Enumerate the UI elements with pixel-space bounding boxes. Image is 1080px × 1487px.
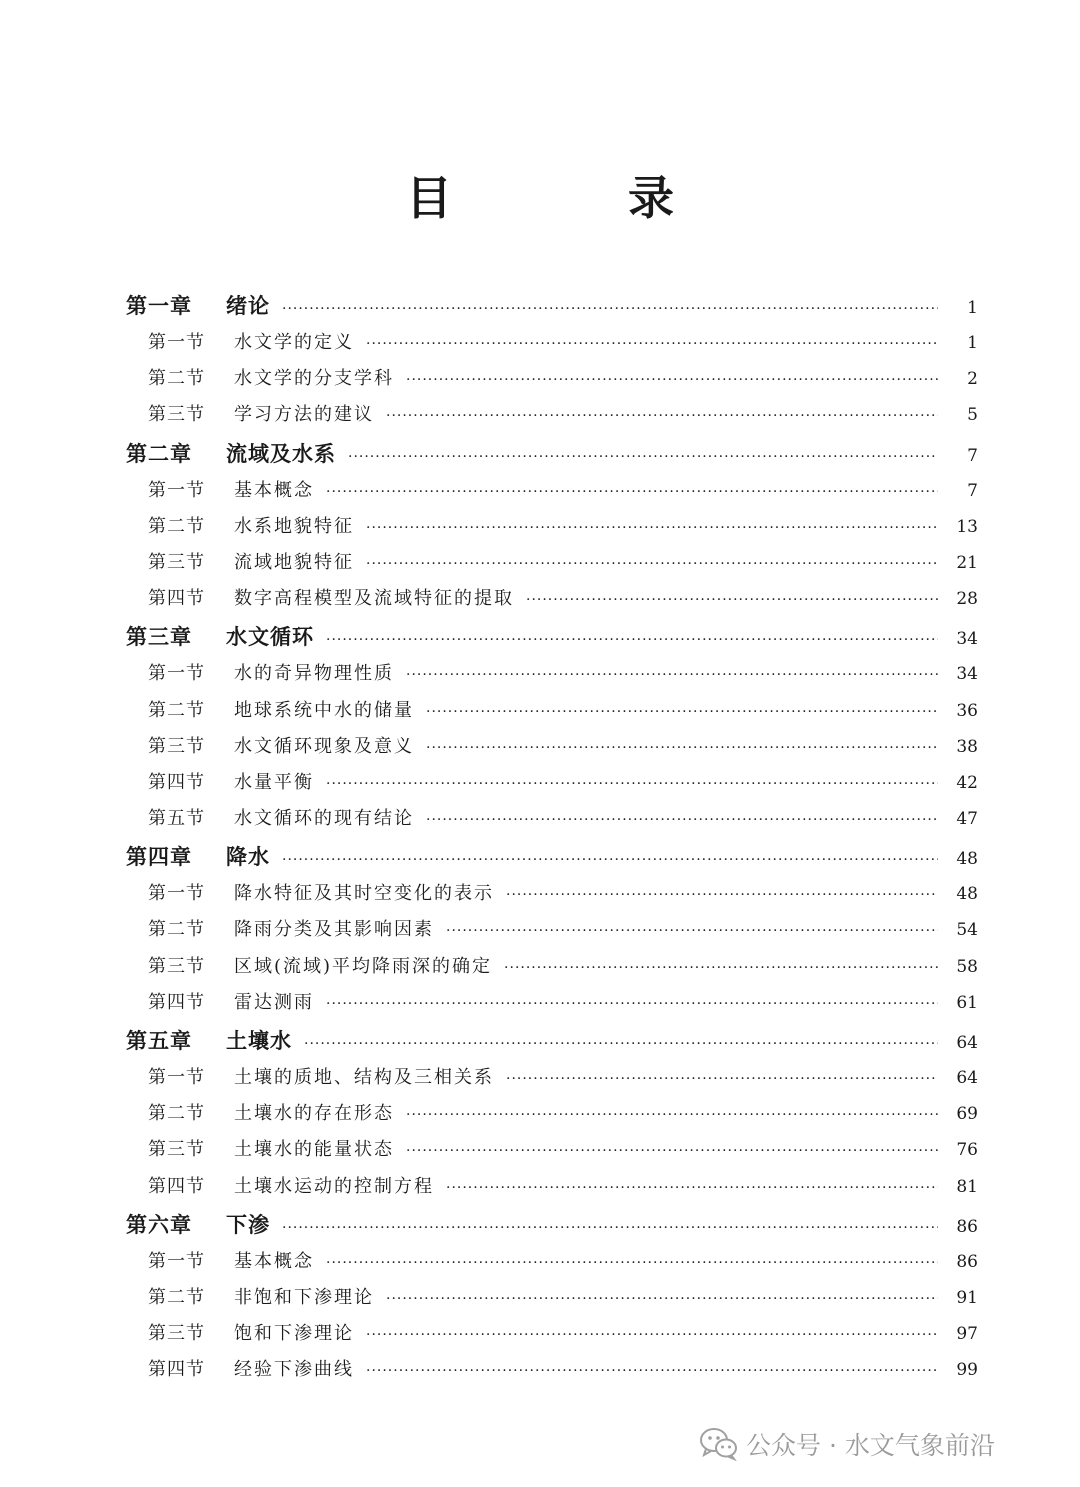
section-title: 基本概念 <box>234 1250 314 1272</box>
page-number: 54 <box>956 920 978 941</box>
section-number: 第五节 <box>148 808 205 830</box>
page-number: 97 <box>956 1324 978 1345</box>
toc-section-row <box>126 1169 978 1205</box>
toc-section-row <box>126 801 978 837</box>
section-number: 第一节 <box>148 663 205 685</box>
dot-leader <box>386 398 938 434</box>
toc-section-row <box>126 656 978 692</box>
dot-leader <box>406 657 938 693</box>
toc-section-row <box>126 1060 978 1096</box>
page-number: 36 <box>956 700 978 721</box>
chapter-title: 下渗 <box>226 1212 270 1237</box>
toc-section-row <box>126 325 978 361</box>
toc-chapter-row <box>126 1022 978 1060</box>
chapter-title: 土壤水 <box>226 1029 292 1053</box>
section-title: 非饱和下渗理论 <box>234 1286 374 1308</box>
dot-leader <box>504 950 938 986</box>
dot-leader <box>282 1209 938 1247</box>
section-number: 第四节 <box>148 588 205 610</box>
page-number: 48 <box>956 849 978 870</box>
toc-section-row <box>126 545 978 581</box>
wechat-icon <box>700 1427 738 1461</box>
dot-leader <box>326 474 938 510</box>
section-title: 土壤水的能量状态 <box>234 1139 394 1161</box>
page-number: 1 <box>967 298 978 318</box>
dot-leader <box>326 766 938 802</box>
page-number: 91 <box>956 1287 978 1308</box>
section-title: 数字高程模型及流域特征的提取 <box>234 588 514 610</box>
section-number: 第一节 <box>148 1250 205 1272</box>
section-title: 土壤水运动的控制方程 <box>234 1175 434 1197</box>
section-title: 雷达测雨 <box>234 991 314 1013</box>
page-number: 28 <box>956 589 978 610</box>
dot-leader <box>326 1245 938 1281</box>
page-number: 86 <box>956 1251 978 1272</box>
toc-chapter-row <box>126 618 978 656</box>
page-number: 48 <box>956 884 978 905</box>
toc-section-row <box>126 1280 978 1316</box>
dot-leader <box>282 841 938 879</box>
dot-leader <box>386 1281 938 1317</box>
toc-chapter-row <box>126 287 978 325</box>
section-number: 第一节 <box>148 1067 205 1088</box>
dot-leader <box>406 1097 938 1133</box>
page-number: 86 <box>956 1216 978 1237</box>
toc-section-row <box>126 581 978 617</box>
dot-leader <box>366 1317 938 1353</box>
page-number: 69 <box>956 1104 978 1125</box>
dot-leader <box>406 362 938 398</box>
section-number: 第三节 <box>148 551 205 573</box>
dot-leader <box>446 1170 938 1206</box>
toc-section-row <box>126 693 978 729</box>
section-title: 水的奇异物理性质 <box>234 663 394 685</box>
section-number: 第二节 <box>148 1103 205 1125</box>
toc-section-row <box>126 1244 978 1280</box>
page-number: 5 <box>967 405 978 426</box>
dot-leader <box>426 802 938 838</box>
dot-leader <box>326 621 938 659</box>
table-of-contents <box>126 286 978 1389</box>
page-number: 21 <box>956 552 978 573</box>
page-number: 58 <box>956 956 978 977</box>
section-title: 饱和下渗理论 <box>234 1323 354 1345</box>
page-number: 1 <box>967 333 978 353</box>
section-number: 第一节 <box>148 883 205 905</box>
page-number: 34 <box>956 629 978 650</box>
section-number: 第二节 <box>148 699 205 721</box>
section-number: 第一节 <box>148 332 205 353</box>
section-title: 区域(流域)平均降雨深的确定 <box>234 955 493 977</box>
page-number: 42 <box>956 772 978 793</box>
section-number: 第四节 <box>148 1175 205 1197</box>
toc-section-row <box>126 1316 978 1352</box>
dot-leader <box>366 510 938 546</box>
dot-leader <box>348 438 938 476</box>
toc-chapter-row <box>126 838 978 876</box>
section-number: 第二节 <box>148 515 205 537</box>
toc-section-row <box>126 765 978 801</box>
section-title: 降水特征及其时空变化的表示 <box>234 883 494 905</box>
page-number: 34 <box>956 664 978 685</box>
section-number: 第四节 <box>148 1359 205 1381</box>
dot-leader <box>406 1133 938 1169</box>
dot-leader <box>282 290 938 328</box>
section-number: 第三节 <box>148 404 205 426</box>
chapter-title: 绪论 <box>226 294 270 318</box>
chapter-number: 第四章 <box>126 845 192 870</box>
section-number: 第二节 <box>148 919 205 941</box>
section-number: 第三节 <box>148 735 205 757</box>
section-number: 第三节 <box>148 1323 205 1345</box>
section-title: 水文学的定义 <box>234 332 354 353</box>
section-number: 第三节 <box>148 955 205 977</box>
watermark-text: 公众号 · 水文气象前沿 <box>746 1431 995 1460</box>
section-title: 水系地貌特征 <box>234 515 354 537</box>
dot-leader <box>506 877 938 913</box>
toc-section-row <box>126 473 978 509</box>
section-title: 水文循环现象及意义 <box>234 735 414 757</box>
page-number: 61 <box>956 992 978 1013</box>
toc-chapter-row <box>126 1206 978 1244</box>
toc-section-row <box>126 509 978 545</box>
page-title: 目 录 <box>405 171 754 225</box>
page-number: 2 <box>967 369 978 390</box>
chapter-title: 流域及水系 <box>226 441 336 466</box>
section-title: 地球系统中水的储量 <box>234 699 414 721</box>
section-number: 第二节 <box>148 368 205 390</box>
chapter-number: 第二章 <box>126 441 192 466</box>
section-title: 水文循环的现有结论 <box>234 808 414 830</box>
page-number: 7 <box>967 480 978 501</box>
section-title: 经验下渗曲线 <box>234 1359 354 1381</box>
dot-leader <box>366 1353 938 1389</box>
section-title: 土壤的质地、结构及三相关系 <box>234 1067 494 1088</box>
chapter-number: 第一章 <box>126 294 192 318</box>
toc-section-row <box>126 876 978 912</box>
toc-section-row <box>126 1096 978 1132</box>
section-title: 水文学的分支学科 <box>234 368 394 390</box>
toc-section-row <box>126 397 978 433</box>
toc-section-row <box>126 912 978 948</box>
toc-section-row <box>126 361 978 397</box>
toc-section-row <box>126 1352 978 1388</box>
chapter-number: 第三章 <box>126 625 192 650</box>
toc-section-row <box>126 949 978 985</box>
dot-leader <box>426 694 938 730</box>
dot-leader <box>304 1025 938 1063</box>
page-number: 64 <box>956 1033 978 1053</box>
page-number: 38 <box>956 736 978 757</box>
section-title: 降雨分类及其影响因素 <box>234 919 434 941</box>
toc-section-row <box>126 729 978 765</box>
chapter-title: 降水 <box>226 845 270 870</box>
dot-leader <box>366 326 938 362</box>
toc-section-row <box>126 1132 978 1168</box>
section-title: 基本概念 <box>234 479 314 501</box>
section-number: 第一节 <box>148 479 205 501</box>
section-number: 第三节 <box>148 1139 205 1161</box>
chapter-number: 第五章 <box>126 1029 192 1053</box>
watermark <box>700 1422 995 1466</box>
page-number: 13 <box>956 516 978 537</box>
page-number: 76 <box>956 1140 978 1161</box>
dot-leader <box>426 730 938 766</box>
section-number: 第四节 <box>148 991 205 1013</box>
chapter-title: 水文循环 <box>226 625 314 650</box>
section-title: 学习方法的建议 <box>234 404 374 426</box>
page-number: 99 <box>956 1360 978 1381</box>
page-number: 64 <box>956 1068 978 1088</box>
section-title: 流域地貌特征 <box>234 551 354 573</box>
dot-leader <box>506 1061 938 1097</box>
page-number: 81 <box>956 1176 978 1197</box>
dot-leader <box>526 582 938 618</box>
dot-leader <box>326 986 938 1022</box>
section-number: 第二节 <box>148 1286 205 1308</box>
dot-leader <box>366 546 938 582</box>
page-number: 7 <box>967 445 978 466</box>
chapter-number: 第六章 <box>126 1212 192 1237</box>
section-number: 第四节 <box>148 771 205 793</box>
page-number: 47 <box>956 809 978 830</box>
section-title: 土壤水的存在形态 <box>234 1103 394 1125</box>
toc-section-row <box>126 985 978 1021</box>
section-title: 水量平衡 <box>234 771 314 793</box>
toc-chapter-row <box>126 435 978 473</box>
dot-leader <box>446 913 938 949</box>
